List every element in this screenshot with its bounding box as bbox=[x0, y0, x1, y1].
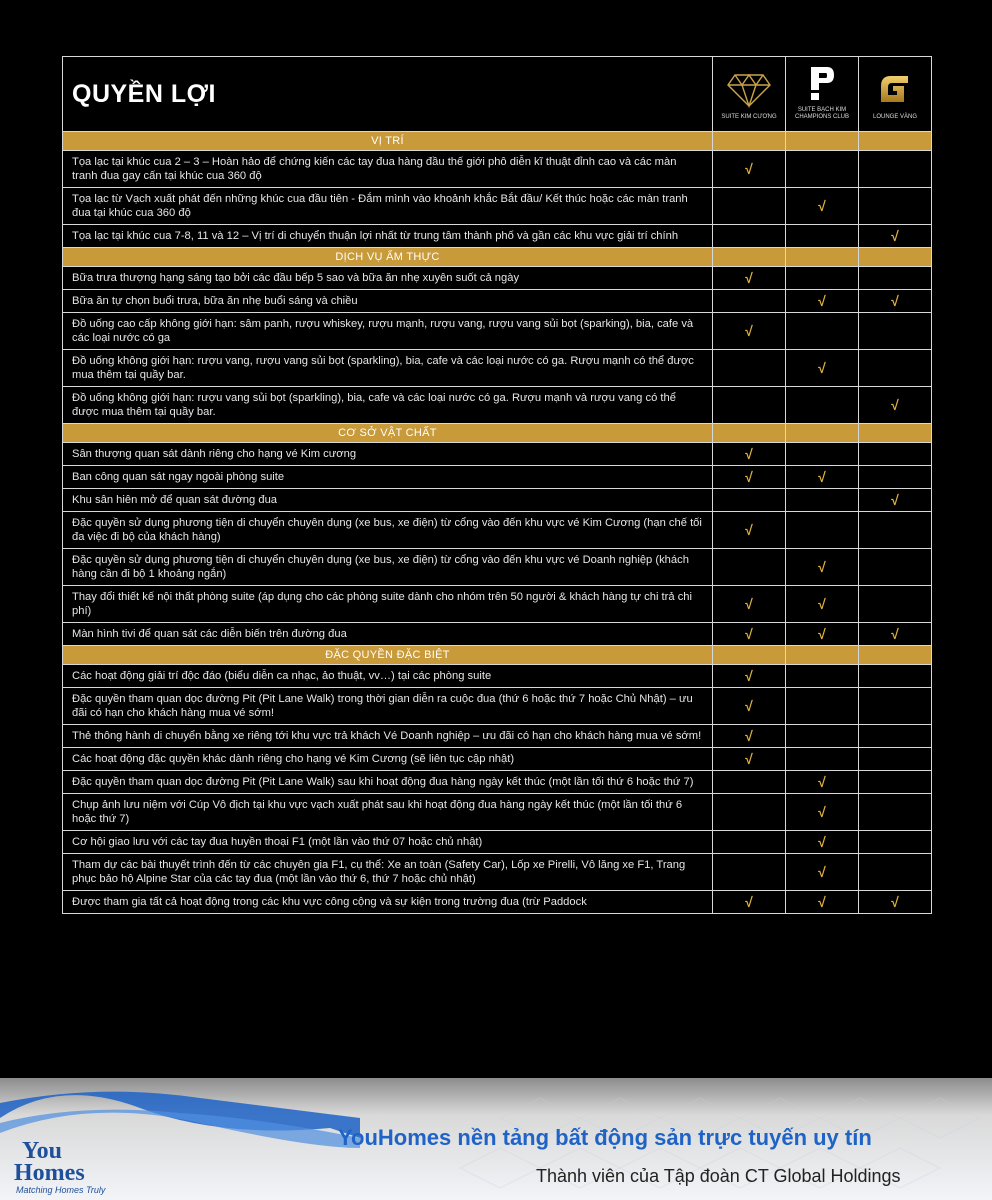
table-row bbox=[63, 225, 932, 248]
check-mark-platinum: √ bbox=[786, 794, 859, 831]
benefit-text: Cơ hội giao lưu với các tay đua huyền thoại F1 (một lần vào thứ 07 hoặc chủ nhật) bbox=[63, 831, 713, 854]
empty-cell-diamond bbox=[713, 549, 786, 586]
empty-cell-platinum bbox=[786, 225, 859, 248]
empty-cell-diamond bbox=[713, 188, 786, 225]
check-mark-platinum: √ bbox=[786, 891, 859, 914]
empty-cell-platinum bbox=[786, 489, 859, 512]
section-spacer-cell bbox=[859, 424, 932, 443]
table-row bbox=[63, 831, 932, 854]
check-mark-platinum: √ bbox=[786, 831, 859, 854]
section-spacer-cell bbox=[786, 248, 859, 267]
youhomes-logo[interactable] bbox=[12, 1138, 122, 1194]
check-mark-gold: √ bbox=[859, 387, 932, 424]
benefit-text: Đồ uống cao cấp không giới hạn: sâm panh, rượu whiskey, rượu mạnh, rượu vang, rượu vang sủi bọt (sparking), bia, cafe và các loại nước có ga bbox=[63, 313, 713, 350]
benefit-text: Ban công quan sát ngay ngoài phòng suite bbox=[63, 466, 713, 489]
table-row bbox=[63, 188, 932, 225]
section-spacer-cell bbox=[713, 424, 786, 443]
check-mark-platinum: √ bbox=[786, 290, 859, 313]
check-mark-gold: √ bbox=[859, 489, 932, 512]
section-title: CƠ SỞ VẬT CHẤT bbox=[63, 424, 713, 443]
table-row bbox=[63, 466, 932, 489]
empty-cell-platinum bbox=[786, 512, 859, 549]
check-mark-diamond: √ bbox=[713, 512, 786, 549]
check-mark-gold: √ bbox=[859, 225, 932, 248]
section-title: ĐẶC QUYỀN ĐẶC BIỆT bbox=[63, 646, 713, 665]
table-row bbox=[63, 489, 932, 512]
empty-cell-gold bbox=[859, 688, 932, 725]
section-title: VỊ TRÍ bbox=[63, 132, 713, 151]
empty-cell-platinum bbox=[786, 443, 859, 466]
benefit-text: Bữa ăn tự chọn buổi trưa, bữa ăn nhẹ buổi sáng và chiều bbox=[63, 290, 713, 313]
table-row bbox=[63, 350, 932, 387]
table-row bbox=[63, 443, 932, 466]
footer-slogan: YouHomes nền tảng bất động sản trực tuyến uy tín bbox=[338, 1125, 872, 1150]
empty-cell-gold bbox=[859, 466, 932, 489]
empty-cell-gold bbox=[859, 748, 932, 771]
check-mark-platinum: √ bbox=[786, 549, 859, 586]
empty-cell-gold bbox=[859, 771, 932, 794]
section-header-row bbox=[63, 132, 932, 151]
section-spacer-cell bbox=[713, 646, 786, 665]
empty-cell-gold bbox=[859, 854, 932, 891]
empty-cell-platinum bbox=[786, 748, 859, 771]
empty-cell-gold bbox=[859, 794, 932, 831]
tier-name: SUITE KIM CƯƠNG bbox=[721, 114, 777, 120]
table-header-row bbox=[63, 57, 932, 132]
check-mark-platinum: √ bbox=[786, 466, 859, 489]
paddock-p-icon bbox=[807, 63, 837, 103]
empty-cell-gold bbox=[859, 188, 932, 225]
benefit-text: Khu sân hiên mở để quan sát đường đua bbox=[63, 489, 713, 512]
check-mark-diamond: √ bbox=[713, 623, 786, 646]
check-mark-gold: √ bbox=[859, 623, 932, 646]
tier-name-line2: CHAMPIONS CLUB bbox=[794, 114, 849, 120]
check-mark-diamond: √ bbox=[713, 688, 786, 725]
tier-platinum-suite bbox=[786, 57, 859, 132]
empty-cell-platinum bbox=[786, 151, 859, 188]
logo-text-homes: Homes bbox=[14, 1160, 85, 1186]
check-mark-platinum: √ bbox=[786, 771, 859, 794]
empty-cell-gold bbox=[859, 151, 932, 188]
tier-diamond-suite bbox=[713, 57, 786, 132]
diamond-icon bbox=[726, 72, 772, 108]
logo-tagline: Matching Homes Truly bbox=[16, 1185, 106, 1195]
benefit-text: Tham dự các bài thuyết trình đến từ các chuyên gia F1, cụ thể: Xe an toàn (Safety Car), Lốp xe Pirelli, Vô lăng xe F1, Trang phục bảo hộ Alpine Star của các tay đua (một lần vào thứ 6, thứ 7 hoặc chủ nhật) bbox=[63, 854, 713, 891]
check-mark-gold: √ bbox=[859, 891, 932, 914]
benefit-text: Tọa lạc từ Vạch xuất phát đến những khúc cua đầu tiên - Đắm mình vào khoảnh khắc Bắt đầu/ Kết thúc hoặc các màn tranh đua tại khúc cua 360 độ bbox=[63, 188, 713, 225]
benefit-text: Đặc quyền tham quan dọc đường Pit (Pit Lane Walk) sau khi hoạt động đua hàng ngày kết thúc (một lần tối thứ 6 hoặc thứ 7) bbox=[63, 771, 713, 794]
check-mark-diamond: √ bbox=[713, 748, 786, 771]
empty-cell-gold bbox=[859, 512, 932, 549]
empty-cell-diamond bbox=[713, 771, 786, 794]
footer-member-text: Thành viên của Tập đoàn CT Global Holdings bbox=[536, 1166, 901, 1186]
section-spacer-cell bbox=[859, 646, 932, 665]
section-spacer-cell bbox=[786, 424, 859, 443]
check-mark-platinum: √ bbox=[786, 350, 859, 387]
section-spacer-cell bbox=[713, 248, 786, 267]
check-mark-diamond: √ bbox=[713, 665, 786, 688]
benefit-text: Màn hình tivi để quan sát các diễn biến trên đường đua bbox=[63, 623, 713, 646]
empty-cell-gold bbox=[859, 549, 932, 586]
benefit-text: Được tham gia tất cả hoạt động trong các khu vực công cộng và sự kiện trong trường đua (trừ Paddock bbox=[63, 891, 713, 914]
table-row bbox=[63, 586, 932, 623]
empty-cell-diamond bbox=[713, 831, 786, 854]
benefit-text: Tọa lạc tại khúc cua 7-8, 11 và 12 – Vị trí di chuyển thuận lợi nhất từ trung tâm thành phố và gần các khu vực giải trí chính bbox=[63, 225, 713, 248]
check-mark-diamond: √ bbox=[713, 267, 786, 290]
benefit-text: Thay đổi thiết kế nội thất phòng suite (áp dụng cho các phòng suite dành cho nhóm trên 50 người & khách hàng tự chi trả chi phí) bbox=[63, 586, 713, 623]
table-row bbox=[63, 151, 932, 188]
table-row bbox=[63, 854, 932, 891]
gold-g-icon bbox=[877, 72, 913, 108]
empty-cell-platinum bbox=[786, 313, 859, 350]
benefit-text: Đồ uống không giới hạn: rượu vang, rượu vang sủi bọt (sparkling), bia, cafe và các loại nước có ga. Rượu mạnh có thể được mua thêm tại quầy bar. bbox=[63, 350, 713, 387]
check-mark-platinum: √ bbox=[786, 586, 859, 623]
benefit-text: Đặc quyền tham quan dọc đường Pit (Pit Lane Walk) trong thời gian diễn ra cuộc đua (thứ 6 hoặc thứ 7 hoặc Chủ Nhật) – ưu đãi có hạn cho khách hàng mua vé sớm! bbox=[63, 688, 713, 725]
empty-cell-gold bbox=[859, 443, 932, 466]
table-row bbox=[63, 512, 932, 549]
check-mark-diamond: √ bbox=[713, 151, 786, 188]
table-title: QUYỀN LỢI bbox=[63, 57, 713, 132]
table-row bbox=[63, 387, 932, 424]
table-row bbox=[63, 623, 932, 646]
benefit-text: Các hoạt động giải trí độc đáo (biểu diễn ca nhạc, ảo thuật, vv…) tại các phòng suite bbox=[63, 665, 713, 688]
benefit-text: Tọa lạc tại khúc cua 2 – 3 – Hoàn hảo để chứng kiến các tay đua hàng đầu thế giới phô diễn kĩ thuật đỉnh cao và các màn tranh đua gay cấn tại khúc cua 360 độ bbox=[63, 151, 713, 188]
tier-gold-lounge bbox=[859, 57, 932, 132]
empty-cell-gold bbox=[859, 267, 932, 290]
empty-cell-gold bbox=[859, 831, 932, 854]
table-row bbox=[63, 665, 932, 688]
empty-cell-platinum bbox=[786, 725, 859, 748]
empty-cell-gold bbox=[859, 586, 932, 623]
section-spacer-cell bbox=[859, 248, 932, 267]
table-row bbox=[63, 313, 932, 350]
table-row bbox=[63, 794, 932, 831]
check-mark-diamond: √ bbox=[713, 891, 786, 914]
table-row bbox=[63, 891, 932, 914]
empty-cell-platinum bbox=[786, 688, 859, 725]
empty-cell-gold bbox=[859, 313, 932, 350]
check-mark-diamond: √ bbox=[713, 443, 786, 466]
tier-name: LOUNGE VÀNG bbox=[872, 114, 917, 120]
section-header-row bbox=[63, 646, 932, 665]
tier-name: SUITE BẠCH KIM bbox=[797, 107, 847, 113]
empty-cell-diamond bbox=[713, 489, 786, 512]
check-mark-diamond: √ bbox=[713, 466, 786, 489]
table-row bbox=[63, 748, 932, 771]
empty-cell-platinum bbox=[786, 267, 859, 290]
benefits-table-container bbox=[62, 56, 932, 914]
table-row bbox=[63, 725, 932, 748]
check-mark-diamond: √ bbox=[713, 725, 786, 748]
empty-cell-gold bbox=[859, 665, 932, 688]
benefits-table bbox=[62, 56, 932, 914]
empty-cell-diamond bbox=[713, 387, 786, 424]
table-row bbox=[63, 290, 932, 313]
table-row bbox=[63, 549, 932, 586]
logo-text-you: You bbox=[22, 1138, 63, 1164]
empty-cell-diamond bbox=[713, 290, 786, 313]
empty-cell-platinum bbox=[786, 665, 859, 688]
section-spacer-cell bbox=[786, 132, 859, 151]
section-header-row bbox=[63, 424, 932, 443]
section-spacer-cell bbox=[786, 646, 859, 665]
check-mark-diamond: √ bbox=[713, 586, 786, 623]
benefit-text: Các hoạt động đặc quyền khác dành riêng cho hạng vé Kim Cương (sẽ liên tục cập nhật) bbox=[63, 748, 713, 771]
benefit-text: Đặc quyền sử dụng phương tiện di chuyển chuyên dụng (xe bus, xe điện) từ cổng vào đến khu vực vé Kim Cương (hạn chế tối đa việc đi bộ của khách hàng) bbox=[63, 512, 713, 549]
check-mark-platinum: √ bbox=[786, 854, 859, 891]
benefit-text: Đặc quyền sử dụng phương tiện di chuyển chuyên dụng (xe bus, xe điện) từ cổng vào đến khu vực vé Doanh nghiệp (khách hàng cần đi bộ 1 khoảng ngắn) bbox=[63, 549, 713, 586]
empty-cell-diamond bbox=[713, 350, 786, 387]
section-title: DỊCH VỤ ẨM THỰC bbox=[63, 248, 713, 267]
section-spacer-cell bbox=[859, 132, 932, 151]
empty-cell-diamond bbox=[713, 854, 786, 891]
table-row bbox=[63, 688, 932, 725]
benefit-text: Sân thượng quan sát dành riêng cho hạng vé Kim cương bbox=[63, 443, 713, 466]
empty-cell-diamond bbox=[713, 794, 786, 831]
empty-cell-diamond bbox=[713, 225, 786, 248]
section-header-row bbox=[63, 248, 932, 267]
benefit-text: Bữa trưa thượng hạng sáng tạo bởi các đầu bếp 5 sao và bữa ăn nhẹ xuyên suốt cả ngày bbox=[63, 267, 713, 290]
benefit-text: Thẻ thông hành di chuyển bằng xe riêng tới khu vực trả khách Vé Doanh nghiệp – ưu đãi có hạn cho khách hàng mua vé sớm! bbox=[63, 725, 713, 748]
empty-cell-gold bbox=[859, 350, 932, 387]
table-row bbox=[63, 267, 932, 290]
empty-cell-platinum bbox=[786, 387, 859, 424]
check-mark-gold: √ bbox=[859, 290, 932, 313]
benefit-text: Đồ uống không giới hạn: rượu vang sủi bọt (sparkling), bia, cafe và các loại nước có ga. Rượu mạnh và rượu vang có thể được mua thêm tại quầy bar. bbox=[63, 387, 713, 424]
empty-cell-gold bbox=[859, 725, 932, 748]
benefit-text: Chụp ảnh lưu niệm với Cúp Vô địch tại khu vực vạch xuất phát sau khi hoạt động đua hàng ngày kết thúc (một lần tối thứ 6 hoặc thứ 7) bbox=[63, 794, 713, 831]
check-mark-platinum: √ bbox=[786, 188, 859, 225]
check-mark-diamond: √ bbox=[713, 313, 786, 350]
table-row bbox=[63, 771, 932, 794]
check-mark-platinum: √ bbox=[786, 623, 859, 646]
section-spacer-cell bbox=[713, 132, 786, 151]
